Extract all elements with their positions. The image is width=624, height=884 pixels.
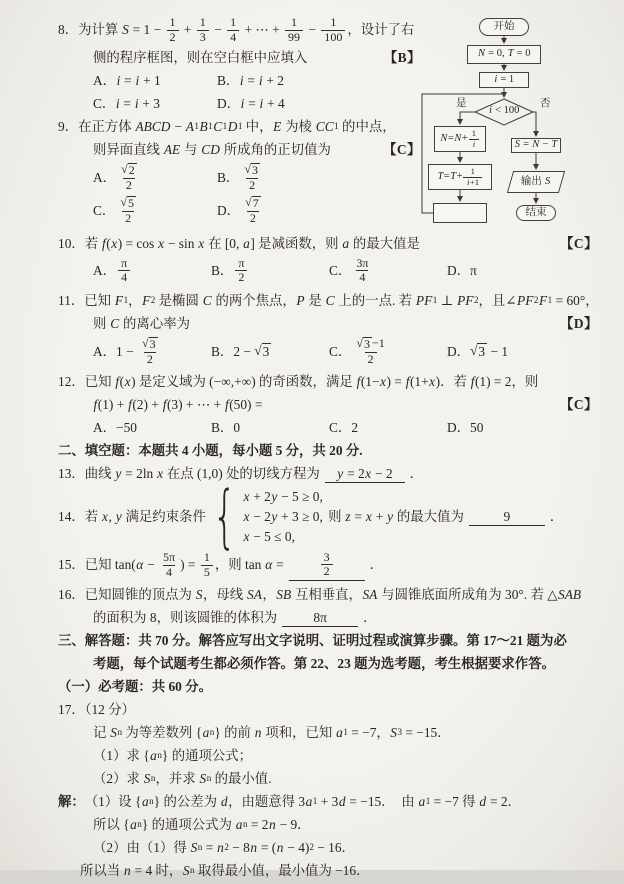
option-cell: C．2 xyxy=(329,420,359,435)
text-line: 则异面直线 AE 与 CD 所成角的正切值为 【C】 xyxy=(93,141,421,157)
flowchart-t-update-node: T = T + $\frac{1}{i+1}$ xyxy=(428,164,492,190)
text-line xyxy=(58,70,421,91)
question-13 xyxy=(58,463,598,484)
text-line: 10．若 f ( x ) = cos x − sin x 在 [0, a ] 是减函数，则 a 的最大值是 【C】 xyxy=(58,235,598,251)
text-line xyxy=(58,417,598,438)
option-cell: C． $\frac{3\pi}{4}$ xyxy=(329,255,369,285)
option-cell: D．50 xyxy=(447,420,484,435)
text-line: 二、填空题：本题共 4 小题，每小题 5 分，共 20 分. xyxy=(58,443,363,458)
text-line xyxy=(58,162,421,193)
question-16 xyxy=(58,585,598,629)
text-line: （2）求 S n ，并求 S n 的最小值. xyxy=(93,771,272,787)
flowchart-condition-label: i < 100 xyxy=(489,105,520,116)
text-line: 所以当 n = 4 时， S n 取得最小值，最小值为 −16． xyxy=(80,863,370,879)
option-cell: A． √ 2 2 xyxy=(93,162,135,192)
flowchart-output-label: 输出 S xyxy=(521,175,551,187)
text-line: 15．已知 tan( α − $\frac{5\pi}{4}$ ) = $\frac{1}{5}$ ，则 tan α = $\frac{3}{2}$ ． xyxy=(58,549,384,579)
text-line: 14．若 x , y 满足约束条件 { x + 2 y − 5 ≥ 0, x − 2 y + 3 ≥ 0, x − 5 ≤ 0, 则 z = x + y 的最大值为 9 ． xyxy=(58,477,564,557)
answer-marker: 【C】 xyxy=(560,235,598,251)
answer-marker: 【B】 xyxy=(383,49,421,65)
text-line: 17．（12 分） xyxy=(58,702,135,718)
text-line: 记 S n 为等差数列 { a n } 的前 n 项和，已知 a 1 = −7， S 3 = −15． xyxy=(93,725,451,741)
question-15 xyxy=(58,550,598,581)
text-line: 考题，每个试题考生都必须作答。第 22、23 题为选考题，考生根据要求作答。 xyxy=(93,656,555,672)
flowchart-init-node: N = 0, T = 0 xyxy=(467,45,541,64)
option-cell: D． √ 3 − 1 xyxy=(447,343,509,360)
text-line: 8．为计算 S = 1 − $\frac{1}{2}$ + $\frac{1}{3}$ − $\frac{1}{4}$ + ⋯ + $\frac{1}{99}$ − $\frac{1}{100}$ ，设计了右 xyxy=(58,15,415,44)
text-line: （一）必考题：共 60 分。 xyxy=(58,679,212,695)
option-cell: D．π xyxy=(447,263,477,279)
option-cell: B．2 − √ 3 xyxy=(211,343,270,360)
option-cell: C． √ 5 2 xyxy=(93,195,134,226)
text-line: 的面积为 8，则该圆锥的体积为 8π ． xyxy=(93,609,377,626)
option-cell: A．−50 xyxy=(93,420,138,435)
question-12 xyxy=(58,371,598,438)
option-cell: C． √ 3 −1 2 xyxy=(329,335,385,366)
flowchart-output-node xyxy=(507,171,565,193)
option-cell: B． i = i + 2 xyxy=(217,72,284,88)
question-11 xyxy=(58,290,598,367)
flowchart-s-calc-node: S = N − T xyxy=(511,138,561,153)
option-cell: B．0 xyxy=(211,420,241,435)
fill-in-blank-answer: 8π xyxy=(282,609,358,627)
flowchart-end-node: 结束 xyxy=(516,205,556,221)
question-14 xyxy=(58,477,598,557)
text-line: 12．已知 f ( x ) 是定义域为 (−∞,+∞) 的奇函数，满足 f (1− x ) = f (1+ x )．若 f (1) = 2，则 xyxy=(58,374,539,389)
option-cell: A． i = i + 1 xyxy=(93,72,161,88)
fill-in-blank-answer: y = 2 x − 2 xyxy=(325,465,405,483)
text-line: 侧的程序框图，则在空白框中应填入 【B】 xyxy=(93,49,421,65)
question-17 xyxy=(58,700,598,790)
flowchart-n-update-node: N = N + $\frac{1}{i}$ xyxy=(434,126,486,152)
text-line xyxy=(58,256,598,286)
text-line: 三、解答题：共 70 分。解答应写出文字说明、证明过程或演算步骤。第 17～21 题为必 xyxy=(58,633,567,649)
option-cell: B． √ 3 2 xyxy=(217,162,258,192)
text-line: 11．已知 F 1 ， F 2 是椭圆 C 的两个焦点， P 是 C 上的一点. 若 PF 1 ⊥ PF 2 ，且∠ PF 2 F 1 = 60°， xyxy=(58,292,599,308)
text-line: 9．在正方体 ABCD − A 1 B 1 C 1 D 1 中， E 为棱 CC 1 的中点， xyxy=(58,118,396,134)
answer-marker: 【C】 xyxy=(383,141,421,157)
flowchart-blank-node xyxy=(433,203,487,223)
solution-17 xyxy=(58,792,598,882)
flowchart xyxy=(416,12,622,240)
fill-in-blank-answer: $\frac{3}{2}$ xyxy=(289,550,365,581)
answer-marker: 【D】 xyxy=(560,315,598,331)
flowchart-no-label: 否 xyxy=(540,98,551,109)
text-line: f (1) + f (2) + f (3) + ⋯ + f (50) = 【C】 xyxy=(93,397,598,412)
flowchart-i-init-node: i = 1 xyxy=(479,72,529,88)
option-cell: B． $\frac{\pi}{2}$ xyxy=(211,256,329,286)
text-line xyxy=(58,195,421,226)
text-line xyxy=(58,336,598,367)
text-line: （1）求 { a n } 的通项公式； xyxy=(93,748,253,764)
cases-brace: { xyxy=(212,477,237,557)
section-2-heading xyxy=(58,440,598,461)
text-line xyxy=(58,93,421,114)
option-cell: D． √ 7 2 xyxy=(217,195,259,226)
text-line: 则 C 的离心率为 【D】 xyxy=(93,315,598,331)
answer-marker: 【C】 xyxy=(560,397,598,412)
flowchart-yes-label: 是 xyxy=(456,98,467,109)
text-line: 16．已知圆锥的顶点为 S ，母线 SA ， SB 互相垂直， SA 与圆锥底面所成角为 30°. 若 △ SAB xyxy=(58,587,582,603)
question-10 xyxy=(58,233,598,286)
flowchart-start-node: 开始 xyxy=(479,18,529,36)
text-line: 13．曲线 y = 2ln x 在点 (1,0) 处的切线方程为 y = 2 x − 2 ． xyxy=(58,465,423,481)
text-line: 所以 { a n } 的通项公式为 a n = 2 n − 9． xyxy=(93,817,311,833)
text-line: 解： （1）设 { a n } 的公差为 d ，由题意得 3 a 1 + 3 d = −15． 由 a 1 = −7 得 d = 2． xyxy=(58,794,521,810)
option-cell: C． i = i + 3 xyxy=(93,95,160,111)
fill-in-blank-answer: 9 xyxy=(469,508,545,526)
text-line: （2）由（1）得 S n = n 2 − 8 n = ( n − 4) 2 − 16． xyxy=(93,840,355,856)
section-3-heading xyxy=(58,631,598,698)
option-cell: A． $\frac{\pi}{4}$ xyxy=(93,256,211,286)
option-cell: A．1 − √ 3 2 xyxy=(93,335,156,366)
option-cell: D． i = i + 4 xyxy=(217,95,285,111)
